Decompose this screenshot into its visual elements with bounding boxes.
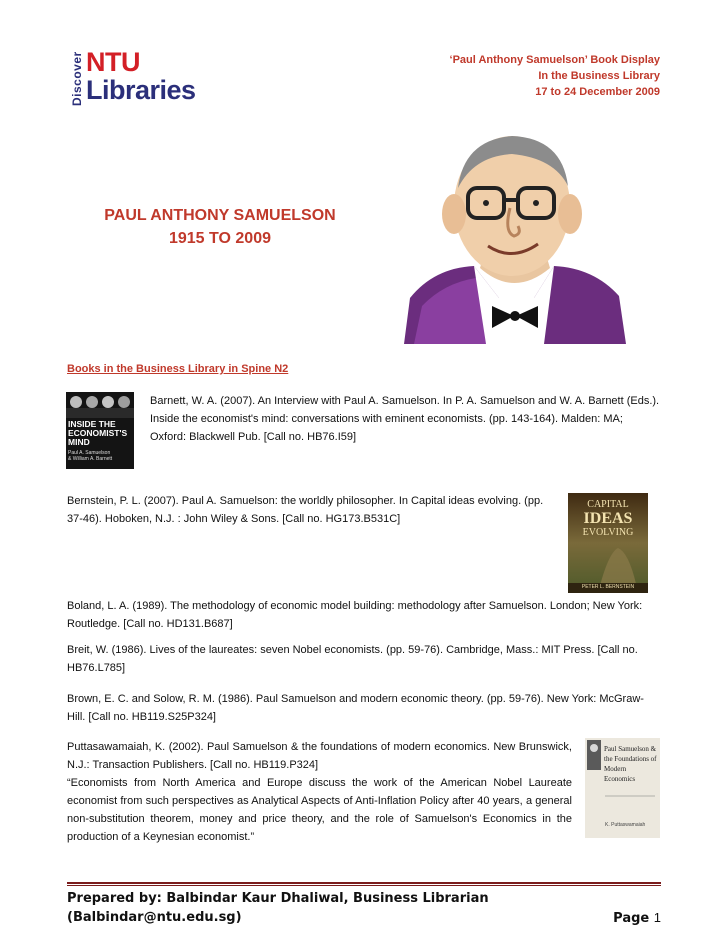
footer-email: (Balbindar@ntu.edu.sg) (67, 910, 242, 925)
event-location: In the Business Library (538, 70, 660, 82)
cover1-line3: MIND (68, 437, 90, 447)
page-title (70, 204, 370, 250)
cover2-line3: EVOLVING (582, 527, 634, 538)
page-footer (67, 889, 661, 927)
logo-ntu-text: NTU (86, 47, 140, 77)
logo-discover-text: Discover (70, 51, 84, 106)
cover2-line2: IDEAS (583, 510, 633, 527)
cover2-line4: PETER L. BERNSTEIN (581, 584, 635, 590)
book-cover-capital-ideas-evolving (568, 493, 648, 593)
logo-libraries-text: Libraries (86, 75, 196, 105)
entry-puttasawamaiah-quote: “Economists from North America and Europe discuss the work of the American Nobel Laureate economist from such perspectives as Analytical Aspects of Anti-Inflation Policy after 40 years, a general non-substitution theorem, money and price theory, and the role of Samuelson's Economics in the production of a Keynesian economist.” (67, 777, 572, 843)
event-dates: 17 to 24 December 2009 (535, 86, 660, 98)
page-label: Page (613, 911, 650, 926)
entry-puttasawamaiah (67, 738, 572, 846)
cover3-line2: the Foundations of (604, 755, 657, 763)
entry-breit: Breit, W. (1986). Lives of the laureates: seven Nobel economists. (pp. 59-76). Cambridge, Mass.: MIT Press. [Call no. HB76.L785] (67, 644, 638, 674)
footer-prepared-by: Prepared by: Balbindar Kaur Dhaliwal, Business Librarian (67, 891, 489, 906)
footer-rule (67, 882, 661, 884)
book-cover-paul-samuelson-foundations (585, 738, 660, 838)
event-info (450, 52, 660, 100)
section-heading: Books in the Business Library in Spine N2 (67, 363, 289, 375)
cover1-line4: Paul A. Samuelson (68, 450, 111, 456)
entry-barnett: Barnett, W. A. (2007). An Interview with Paul A. Samuelson. In P. A. Samuelson and W. A. Barnett (Eds.). Inside the economist's mind: conversations with eminent economists. (pp. 143-164). Malden: MA; Oxford: Blackwell Pub. [Call no. HB76.I59] (150, 395, 660, 443)
cover3-line4: K. Puttaswamaiah (605, 822, 646, 828)
entry-brown: Brown, E. C. and Solow, R. M. (1986). Paul Samuelson and modern economic theory. (pp. 59-76). New York: McGraw-Hill. [Call no. HB119.S25P324] (67, 693, 644, 723)
page-number: 1 (653, 910, 661, 925)
cover1-line5: & William A. Barnett (68, 456, 113, 462)
cover1-line2: ECONOMIST'S (68, 428, 128, 438)
cover3-line3: Modern Economics (604, 765, 636, 783)
title-name: PAUL ANTHONY SAMUELSON (104, 207, 336, 224)
footer-rule-thin (67, 885, 661, 886)
entry-bernstein: Bernstein, P. L. (2007). Paul A. Samuelson: the worldly philosopher. In Capital ideas evolving. (pp. 37-46). Hoboken, N.J. : John Wiley & Sons. [Call no. HG173.B531C] (67, 495, 544, 525)
event-title: ‘Paul Anthony Samuelson’ Book Display (449, 54, 660, 66)
book-cover-inside-the-economists-mind (66, 392, 134, 469)
cover2-line1: CAPITAL (587, 499, 629, 510)
title-years: 1915 TO 2009 (168, 230, 271, 247)
ntu-libraries-logo (70, 48, 195, 106)
cover3-line1: Paul Samuelson & (604, 745, 657, 753)
entry-puttasawamaiah-citation: Puttasawamaiah, K. (2002). Paul Samuelson & the foundations of modern economics. New Brunswick, N.J.: Transaction Publishers. [Call no. HB119.P324] (67, 741, 572, 771)
samuelson-caricature-image (404, 128, 626, 344)
cover1-line1: INSIDE THE (68, 419, 116, 429)
entry-boland: Boland, L. A. (1989). The methodology of economic model building: methodology after Samuelson. London; New York: Routledge. [Call no. HD131.B687] (67, 600, 643, 630)
page-indicator (613, 908, 661, 928)
